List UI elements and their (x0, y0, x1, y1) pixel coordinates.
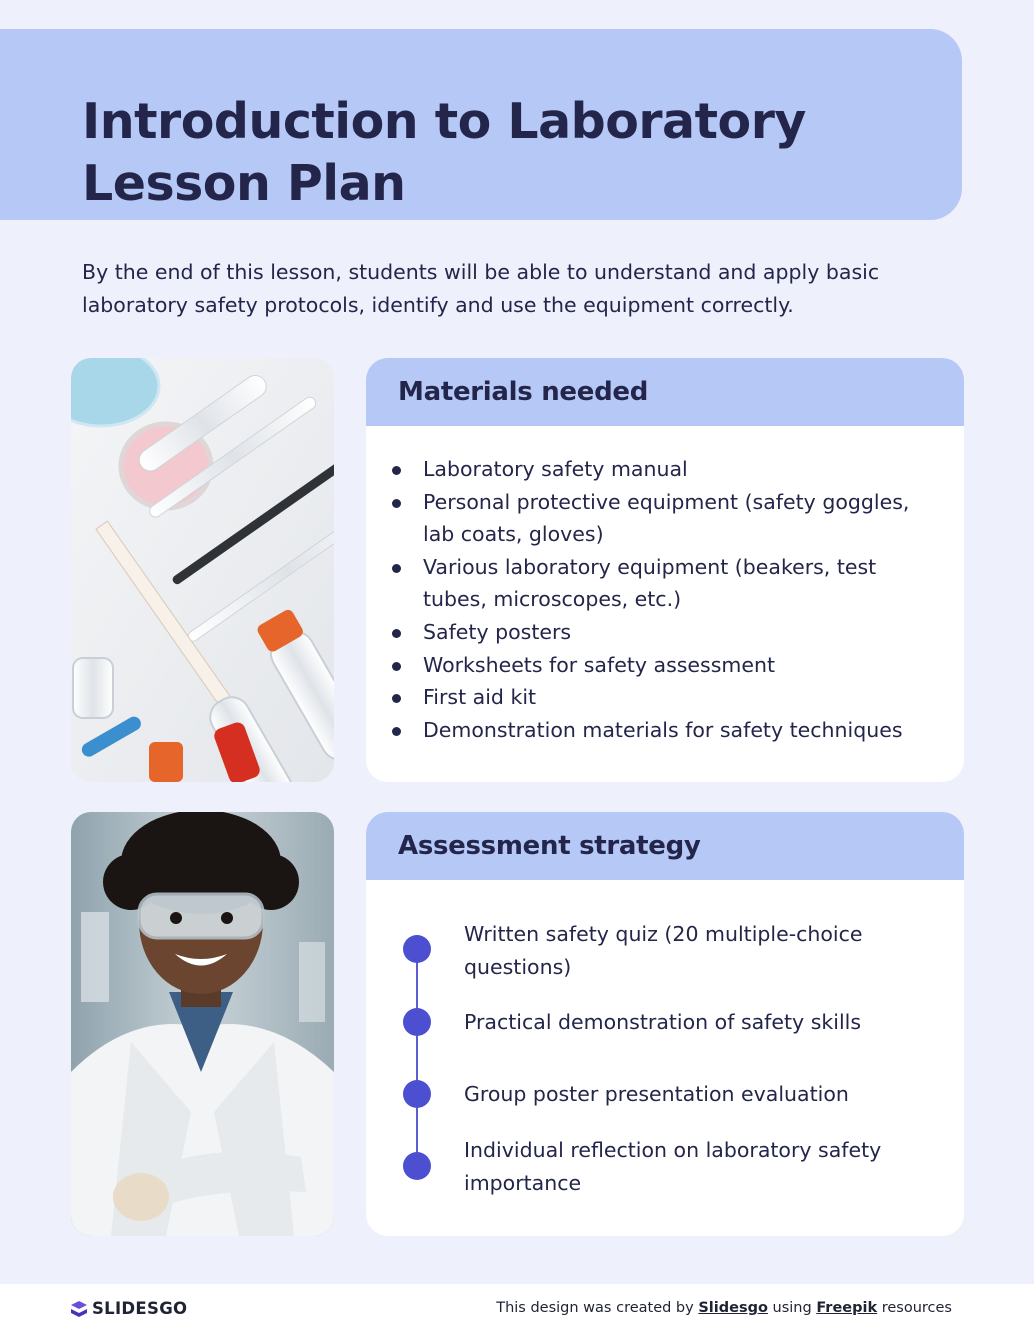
list-item (390, 486, 944, 551)
intro-paragraph: By the end of this lesson, students will be able to understand and apply basic laboratory safety protocols, identify and use the equipment correctly. (82, 260, 880, 317)
timeline-step-text: Practical demonstration of safety skills (464, 1010, 862, 1034)
list-item (390, 681, 944, 714)
materials-list (366, 426, 964, 746)
credit-middle: using (772, 1300, 812, 1316)
title-banner (0, 29, 962, 220)
bullet-icon (392, 466, 401, 475)
logo-text: SLIDESGO (92, 1299, 188, 1318)
timeline-dot-icon (403, 1152, 431, 1180)
slidesgo-link[interactable]: Slidesgo (698, 1300, 768, 1316)
title-line-1: Introduction to Laboratory (82, 93, 806, 150)
page-title (82, 91, 902, 215)
bullet-icon (392, 499, 401, 508)
bullet-icon (392, 694, 401, 703)
list-item (390, 714, 944, 747)
assessment-card (366, 812, 964, 1236)
bullet-icon (392, 629, 401, 638)
materials-heading: Materials needed (398, 377, 649, 407)
materials-card-header (366, 358, 964, 426)
list-item-text: Laboratory safety manual (423, 457, 688, 481)
list-item (390, 649, 944, 682)
freepik-link[interactable]: Freepik (816, 1300, 878, 1316)
list-item (390, 453, 944, 486)
timeline-dot-icon (403, 1080, 431, 1108)
timeline-line (416, 948, 418, 1166)
slidesgo-logo-icon (70, 1300, 88, 1318)
student-scientist-photo (71, 812, 334, 1236)
list-item-text: Personal protective equipment (safety goggles, lab coats, gloves) (423, 489, 910, 547)
bullet-icon (392, 662, 401, 671)
credit-suffix: resources (881, 1300, 952, 1316)
list-item-text: Demonstration materials for safety techniques (423, 717, 903, 742)
list-item-text: Worksheets for safety assessment (423, 652, 776, 677)
assessment-card-header (366, 812, 964, 880)
bullet-icon (392, 727, 401, 736)
timeline-step-text: Group poster presentation evaluation (464, 1082, 849, 1106)
timeline-dot-icon (403, 935, 431, 963)
timeline-step-text: Individual reflection on laboratory safety importance (464, 1138, 882, 1195)
materials-card (366, 358, 964, 782)
timeline-step-text: Written safety quiz (20 multiple-choice questions) (464, 922, 863, 979)
list-item-text: Safety posters (423, 619, 572, 644)
credit-text (496, 1300, 952, 1316)
slidesgo-logo[interactable] (70, 1299, 187, 1318)
title-line-2: Lesson Plan (82, 155, 406, 212)
list-item-text: Various laboratory equipment (beakers, test tubes, microscopes, etc.) (423, 554, 877, 612)
credit-prefix: This design was created by (496, 1300, 694, 1316)
footer (0, 1284, 1034, 1337)
list-item (390, 616, 944, 649)
lab-equipment-photo (71, 358, 334, 782)
list-item (390, 551, 944, 616)
bullet-icon (392, 564, 401, 573)
timeline-dot-icon (403, 1008, 431, 1036)
assessment-heading: Assessment strategy (398, 831, 701, 861)
list-item-text: First aid kit (423, 685, 537, 710)
